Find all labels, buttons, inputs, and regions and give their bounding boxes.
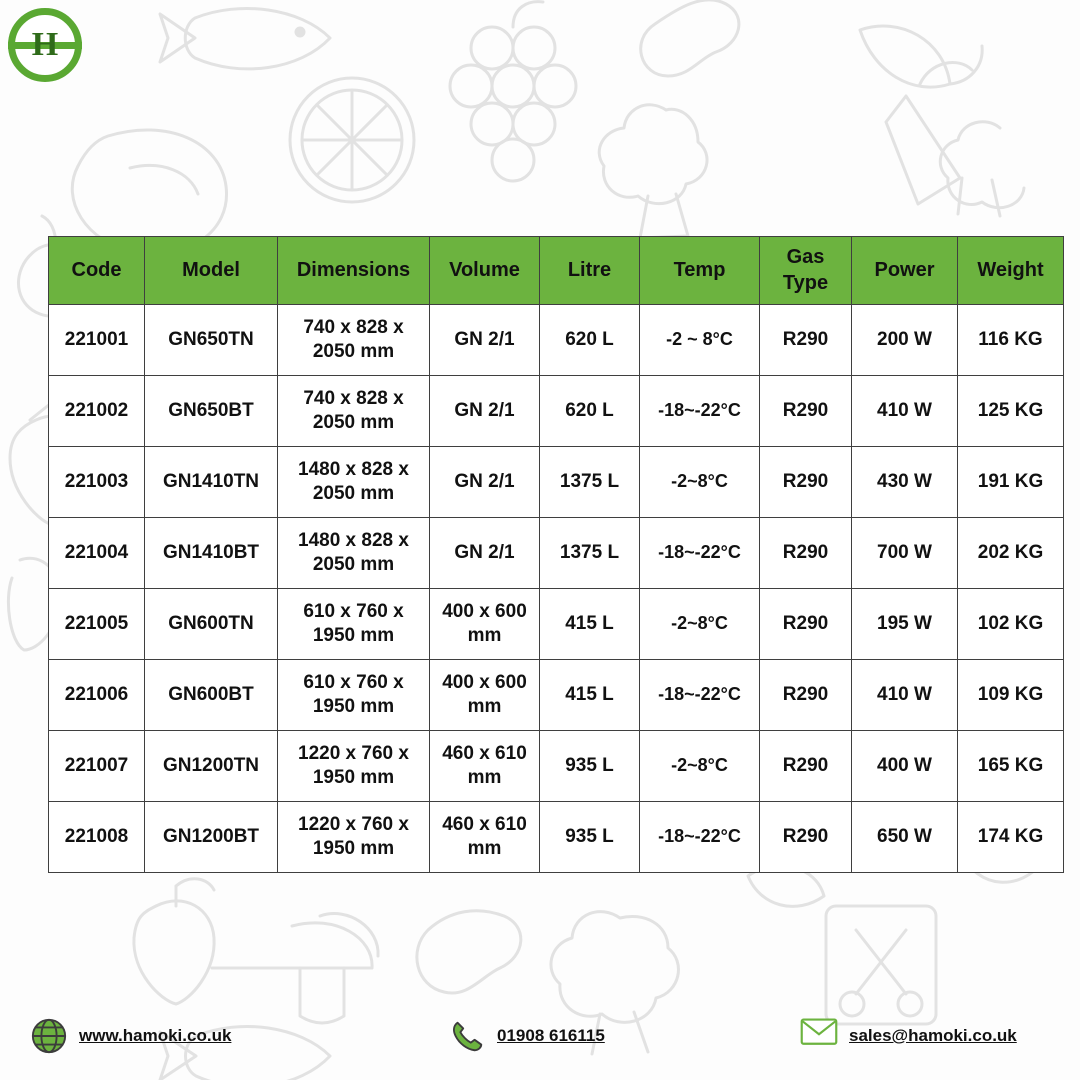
footer-contact-bar [0,992,1080,1080]
footer-website-text[interactable]: www.hamoki.co.uk [79,1026,232,1045]
specification-table-container [48,236,1044,873]
cell-temp: -2~8°C [640,447,760,518]
table-header [49,237,1064,305]
cell-code: 221008 [49,802,145,873]
cell-dimensions: 610 x 760 x 1950 mm [278,589,430,660]
cell-temp: -2~8°C [640,731,760,802]
footer-website[interactable] [30,1017,231,1055]
cell-volume: 460 x 610 mm [430,731,540,802]
cell-temp: -18~-22°C [640,518,760,589]
cell-model: GN650BT [145,376,278,447]
cell-weight: 191 KG [958,447,1064,518]
column-header-power: Power [852,237,958,305]
cell-model: GN600TN [145,589,278,660]
column-header-volume: Volume [430,237,540,305]
cell-power: 200 W [852,305,958,376]
footer-email-text[interactable]: sales@hamoki.co.uk [849,1026,1017,1045]
cell-weight: 165 KG [958,731,1064,802]
cell-volume: 400 x 600 mm [430,660,540,731]
cell-dimensions: 1480 x 828 x 2050 mm [278,518,430,589]
cell-weight: 125 KG [958,376,1064,447]
table-row [49,447,1064,518]
cell-dimensions: 740 x 828 x 2050 mm [278,305,430,376]
cell-volume: GN 2/1 [430,376,540,447]
footer-phone[interactable] [448,1017,605,1055]
cell-model: GN1200BT [145,802,278,873]
cell-gas-type: R290 [760,589,852,660]
cell-code: 221007 [49,731,145,802]
phone-icon [448,1017,486,1055]
cell-code: 221005 [49,589,145,660]
cell-dimensions: 740 x 828 x 2050 mm [278,376,430,447]
cell-litre: 1375 L [540,447,640,518]
cell-power: 430 W [852,447,958,518]
cell-gas-type: R290 [760,731,852,802]
cell-temp: -2 ~ 8°C [640,305,760,376]
cell-code: 221004 [49,518,145,589]
cell-volume: GN 2/1 [430,447,540,518]
cell-litre: 620 L [540,376,640,447]
cell-temp: -18~-22°C [640,660,760,731]
cell-dimensions: 1220 x 760 x 1950 mm [278,802,430,873]
table-row [49,589,1064,660]
table-row [49,660,1064,731]
cell-litre: 620 L [540,305,640,376]
cell-litre: 935 L [540,802,640,873]
cell-gas-type: R290 [760,305,852,376]
column-header-dimensions: Dimensions [278,237,430,305]
cell-litre: 415 L [540,589,640,660]
cell-temp: -18~-22°C [640,376,760,447]
column-header-litre: Litre [540,237,640,305]
cell-volume: 460 x 610 mm [430,802,540,873]
cell-gas-type: R290 [760,802,852,873]
cell-temp: -2~8°C [640,589,760,660]
cell-litre: 935 L [540,731,640,802]
cell-gas-type: R290 [760,518,852,589]
cell-power: 400 W [852,731,958,802]
footer-phone-text[interactable]: 01908 616115 [497,1026,605,1045]
cell-weight: 102 KG [958,589,1064,660]
footer-email[interactable] [800,1017,1017,1055]
table-row [49,518,1064,589]
table-row [49,376,1064,447]
cell-volume: GN 2/1 [430,518,540,589]
column-header-weight: Weight [958,237,1064,305]
table-header-row [49,237,1064,305]
cell-model: GN1200TN [145,731,278,802]
cell-model: GN1410TN [145,447,278,518]
table-row [49,802,1064,873]
cell-model: GN600BT [145,660,278,731]
cell-weight: 174 KG [958,802,1064,873]
cell-dimensions: 1220 x 760 x 1950 mm [278,731,430,802]
column-header-gas-type: Gas Type [760,237,852,305]
column-header-model: Model [145,237,278,305]
cell-dimensions: 610 x 760 x 1950 mm [278,660,430,731]
cell-model: GN650TN [145,305,278,376]
cell-power: 195 W [852,589,958,660]
cell-power: 410 W [852,376,958,447]
cell-power: 650 W [852,802,958,873]
hamoki-logo [8,8,82,82]
cell-model: GN1410BT [145,518,278,589]
logo-letter: H [31,26,59,63]
cell-power: 410 W [852,660,958,731]
cell-dimensions: 1480 x 828 x 2050 mm [278,447,430,518]
cell-weight: 109 KG [958,660,1064,731]
column-header-code: Code [49,237,145,305]
cell-gas-type: R290 [760,447,852,518]
cell-code: 221006 [49,660,145,731]
cell-gas-type: R290 [760,376,852,447]
globe-icon [30,1017,68,1055]
cell-power: 700 W [852,518,958,589]
cell-code: 221001 [49,305,145,376]
cell-code: 221002 [49,376,145,447]
table-row [49,731,1064,802]
cell-volume: GN 2/1 [430,305,540,376]
table-body [49,305,1064,873]
cell-weight: 202 KG [958,518,1064,589]
table-row [49,305,1064,376]
cell-code: 221003 [49,447,145,518]
specification-table [48,236,1064,873]
cell-litre: 415 L [540,660,640,731]
column-header-temp: Temp [640,237,760,305]
cell-temp: -18~-22°C [640,802,760,873]
envelope-icon [800,1017,838,1055]
cell-gas-type: R290 [760,660,852,731]
cell-weight: 116 KG [958,305,1064,376]
cell-volume: 400 x 600 mm [430,589,540,660]
cell-litre: 1375 L [540,518,640,589]
